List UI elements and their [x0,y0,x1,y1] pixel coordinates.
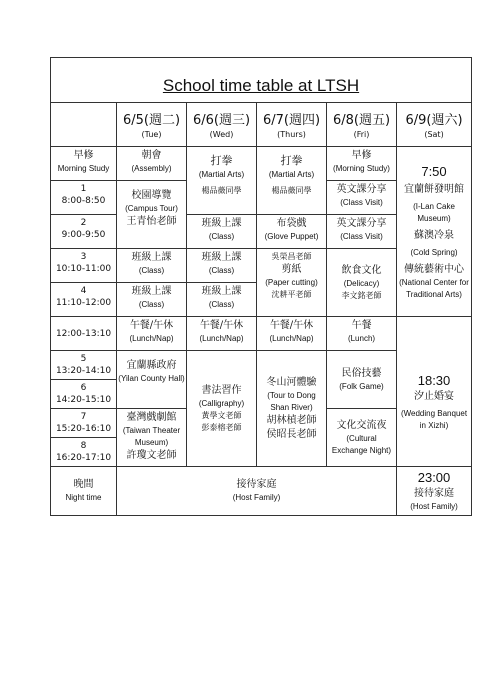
activity-en: (Lunch/Nap) [199,334,244,343]
activity-en: (Morning Study) [333,164,390,173]
title-cell [51,58,472,103]
activity-en: (Class Visit) [340,198,383,207]
activity-en: (Delicacy) [343,278,380,288]
thu-dongshan-river [257,351,327,467]
day-en: (Fri) [353,130,370,139]
activity-en: (Cold Spring) [410,247,458,257]
teacher-name: 胡林楨老師 [266,414,317,426]
activity-zh: 班級上課 [131,252,172,263]
header-day [327,103,397,147]
sat-time: 7:50 [421,163,447,179]
fri-exchange-night [327,409,397,467]
day-en: (Thurs) [277,130,306,139]
period-8 [51,438,117,467]
period-num: 6 [80,383,87,393]
header-empty [51,103,117,147]
period-time: 9:00-9:50 [61,230,106,240]
timetable [50,57,472,516]
period-en: Night time [65,493,102,502]
period-2 [51,215,117,249]
day-date: 6/7(週四) [262,113,321,128]
activity-zh: 冬山河體驗 [266,376,317,388]
activity-en: (I-Lan Cake Museum) [413,201,455,223]
activity-en: (Class) [208,232,235,241]
header-row [51,103,472,147]
host-family-cell [117,467,397,516]
period-3 [51,249,117,283]
activity-en: (Assembly) [131,164,172,173]
activity-en: (National Center for Traditional Arts) [399,277,469,299]
period-lunch [51,317,117,351]
activity-zh: 英文課分享 [336,218,387,229]
sat-time: 18:30 [417,372,451,388]
period-evening [51,467,117,516]
header-day [397,103,472,147]
activity-en: (Calligraphy) [198,398,245,408]
activity-zh: 打拳 [210,154,233,167]
period-time: 10:10-11:00 [55,264,112,274]
activity-en: (Martial Arts) [198,170,245,179]
activity-zh: 民俗技藝 [341,367,382,379]
activity-zh: 朝會 [141,150,162,161]
timetable-sheet [50,57,471,516]
activity-zh: 剪紙 [281,264,302,275]
activity-en: (Class Visit) [340,232,383,241]
day-date: 6/5(週二) [122,113,181,128]
period-morning [51,147,117,181]
tue-theater-museum [117,409,187,467]
sat-evening [397,317,472,467]
period-num: 7 [80,412,87,422]
activity-zh: 汐止婚宴 [414,390,454,402]
activity-zh: 班級上課 [201,218,242,229]
activity-zh: 打拳 [280,154,303,167]
activity-zh: 校園導覽 [131,190,172,201]
period-time: 15:20-16:10 [55,424,112,434]
activity-zh: 宜蘭縣政府 [126,360,177,371]
activity-en: (Class) [138,266,165,275]
teacher-name: 王青怡老師 [126,216,177,227]
activity-zh: 臺灣戲劇館 [126,412,177,423]
period-num: 4 [80,286,87,296]
period-zh: 晚間 [73,479,94,490]
activity-zh: 蘇澳冷泉 [414,229,454,241]
wed-martial-arts [187,147,257,215]
period-en: Morning Study [57,164,110,173]
activity-zh: 午餐/午休 [199,320,244,331]
activity-en: (Paper cutting) [265,278,318,287]
day-date: 6/6(週三) [192,113,251,128]
activity-en: (Host Family) [232,493,281,502]
wed-class-2 [187,215,257,249]
activity-zh: 班級上課 [131,286,172,297]
activity-zh: 英文課分享 [336,184,387,195]
period-zh: 早修 [73,150,94,161]
activity-en: (Martial Arts) [268,170,315,179]
header-day [117,103,187,147]
day-en: (Sat) [424,130,444,139]
tue-lunch [117,317,187,351]
teacher-name: 吳榮昌老師 [271,252,312,261]
tue-class-4 [117,283,187,317]
activity-en: (Class) [208,300,235,309]
activity-zh: 班級上課 [201,286,242,297]
activity-zh: 接待家庭 [236,479,277,490]
period-num: 2 [80,218,87,228]
activity-en: (Campus Tour) [125,204,178,213]
activity-zh: 宜蘭餅發明館 [404,183,464,195]
header-day [257,103,327,147]
period-num: 5 [80,354,87,364]
teacher-name: 許瓊文老師 [126,450,177,461]
fri-lunch [327,317,397,351]
activity-zh: 傳統藝術中心 [404,263,464,275]
period-5 [51,351,117,380]
period-6 [51,380,117,409]
teacher-name: 楊品薇同學 [201,186,242,195]
period-num: 8 [80,441,87,451]
teacher-name: 黃學文老師 [201,410,242,420]
thu-paper-cutting [257,249,327,317]
fri-delicacy [327,249,397,317]
period-7 [51,409,117,438]
activity-en: (Tour to Dong Shan River) [267,390,316,412]
teacher-name: 侯昭長老師 [266,428,317,440]
activity-en: (Yilan County Hall) [118,374,185,383]
activity-en: (Glove Puppet) [264,232,319,241]
tue-class-3 [117,249,187,283]
activity-zh: 布袋戲 [276,218,307,229]
activity-zh: 午餐 [351,320,372,331]
activity-en: (Lunch/Nap) [269,334,314,343]
activity-zh: 早修 [351,150,372,161]
day-date: 6/9(週六) [405,113,463,128]
activity-en: (Taiwan Theater Museum) [122,426,181,447]
teacher-name: 楊品薇同學 [271,186,312,195]
fri-morning-study [327,147,397,181]
thu-glove-puppet [257,215,327,249]
tue-county-hall [117,351,187,409]
wed-class-4 [187,283,257,317]
period-num: 1 [80,184,87,194]
activity-zh: 接待家庭 [414,488,454,499]
activity-en: (Host Family) [410,502,458,511]
wed-calligraphy [187,351,257,467]
activity-en: (Class) [208,266,235,275]
period-time: 16:20-17:10 [55,453,112,463]
activity-en: (Wedding Banquet in Xizhi) [400,408,468,430]
day-en: (Wed) [209,130,234,139]
teacher-name: 沈耕平老師 [271,290,312,299]
activity-zh: 文化交流夜 [336,419,387,431]
activity-zh: 午餐/午休 [269,320,314,331]
header-day [187,103,257,147]
tue-assembly [117,147,187,181]
activity-zh: 班級上課 [201,252,242,263]
activity-en: (Folk Game) [339,381,384,391]
period-4 [51,283,117,317]
wed-lunch [187,317,257,351]
thu-lunch [257,317,327,351]
teacher-name: 彭泰榕老師 [201,422,242,432]
fri-class-visit-2 [327,215,397,249]
wed-class-3 [187,249,257,283]
activity-en: (Cultural Exchange Night) [331,433,392,455]
fri-folk-game [327,351,397,409]
day-date: 6/8(週五) [332,113,391,128]
activity-en: (Class) [138,300,165,309]
activity-zh: 書法習作 [201,384,242,396]
page-title: School time table at LTSH [162,76,360,95]
sat-morning-trip [397,147,472,317]
fri-class-visit-1 [327,181,397,215]
period-time: 14:20-15:10 [55,395,112,405]
activity-zh: 飲食文化 [341,264,382,276]
sat-night [397,467,472,516]
period-time: 12:00-13:10 [55,328,112,339]
period-time: 11:10-12:00 [55,298,112,308]
period-time: 13:20-14:10 [55,366,112,376]
period-1 [51,181,117,215]
sat-time: 23:00 [417,470,451,485]
tue-campus-tour [117,181,187,249]
teacher-name: 李文銘老師 [341,290,382,300]
period-time: 8:00-8:50 [61,196,106,206]
activity-en: (Lunch) [347,334,376,343]
activity-en: (Lunch/Nap) [129,334,174,343]
period-num: 3 [80,252,87,262]
day-en: (Tue) [141,130,162,139]
thu-martial-arts [257,147,327,215]
activity-zh: 午餐/午休 [129,320,174,331]
